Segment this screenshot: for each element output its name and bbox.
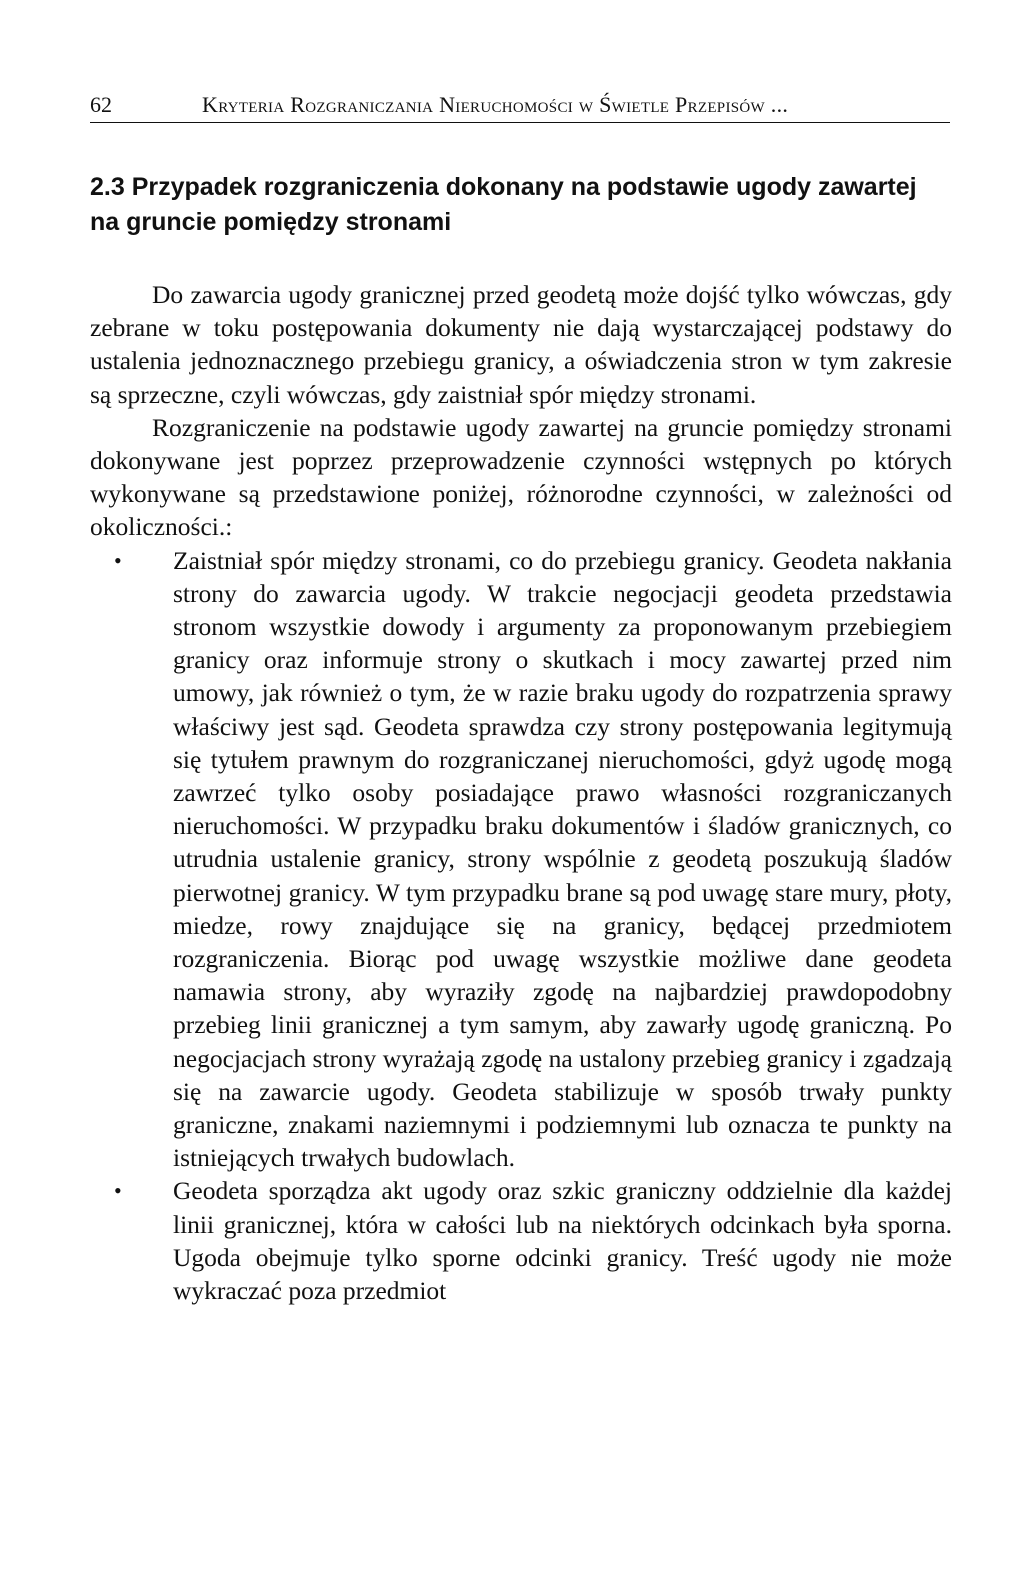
list-item-text: Zaistniał spór między stronami, co do przebiegu granicy. Geodeta nakłania strony do zawarcia ugody. W trakcie negocjacji geodeta przedstawia stronom wszystkie dowody i argumenty za proponowanym przebiegiem granicy oraz informuje strony o skutkach i mocy zawartej przed nim umowy, jak również o tym, że w razie braku ugody do rozpatrzenia sprawy właściwy jest sąd. Geodeta sprawdza czy strony postępowania legitymują się tytułem prawnym do rozgraniczanej nieruchomości, gdyż ugodę mogą zawrzeć tylko osoby posiadające prawo własności rozgraniczanych nieruchomości. W przypadku braku dokumentów i śladów granicznych, co utrudnia ustalenie granicy, strony wspólnie z geodetą poszukują śladów pierwotnej granicy. W tym przypadku brane są pod uwagę stare mury, płoty, miedze, rowy znajdujące się na granicy, będącej przedmiotem rozgraniczenia. Biorąc pod uwagę wszystkie możliwe dane geodeta namawia strony, aby wyraziły zgodę na najbardziej prawdopodobny przebieg linii granicznej a tym samym, aby zawarły ugodę graniczną. Po negocjacjach strony wyrażają zgodę na ustalony przebieg granicy i zgadzają się na zawarcie ugody. Geodeta stabilizuje w sposób trwały punkty graniczne, znakami naziemnymi i podziemnymi lub oznacza te punkty na istniejących trwałych budowlach. <box>173 545 952 1173</box>
running-header <box>90 92 950 123</box>
running-title: Kryteria Rozgraniczania Nieruchomości w Świetle Przepisów ... <box>202 92 789 117</box>
bullet-list <box>90 544 952 1308</box>
paragraph: Do zawarcia ugody granicznej przed geodetą może dojść tylko wówczas, gdy zebrane w toku postępowania dokumenty nie dają wystarczającej podstawy do ustalenia jednoznacznego przebiegu granicy, a oświadczenia stron w tym zakresie są sprzeczne, czyli wówczas, gdy zaistniał spór między stronami. <box>90 280 952 409</box>
list-item <box>90 544 952 1175</box>
paragraph: Rozgraniczenie na podstawie ugody zawartej na gruncie pomiędzy stronami dokonywane jest poprzez przeprowadzenie czynności wstępnych po których wykonywane są przedstawione poniżej, różnorodne czynności, w zależności od okoliczności.: <box>90 412 952 542</box>
section-heading: 2.3 Przypadek rozgraniczenia dokonany na podstawie ugody zawartej na gruncie pomiędzy stronami <box>90 173 917 236</box>
section-body <box>90 278 952 1307</box>
list-item <box>90 1174 952 1307</box>
bullet-icon: • <box>114 547 122 573</box>
page-number: 62 <box>90 92 112 117</box>
list-item-text: Geodeta sporządza akt ugody oraz szkic graniczny oddzielnie dla każdej linii granicznej, która w całości lub na niektórych odcinkach była sporna. Ugoda obejmuje tylko sporne odcinki granicy. Treść ugody nie może wykraczać poza przedmiot <box>173 1176 952 1306</box>
bullet-icon: • <box>114 1178 122 1204</box>
